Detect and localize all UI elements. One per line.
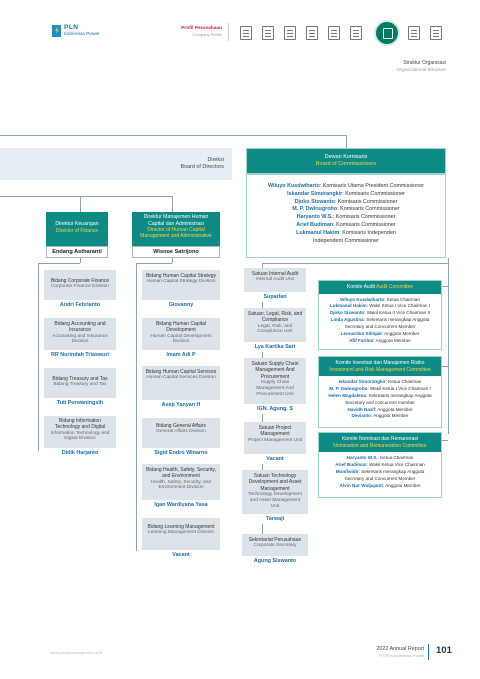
profile-icon[interactable] — [374, 20, 400, 46]
division-head-name: Sigid Endro Winarno — [142, 448, 220, 458]
committee-member-row: Alvin Nur Widjajanti: Anggota Member — [339, 482, 421, 488]
committee-member-row: Afif Farihin: Anggota Member — [349, 337, 411, 343]
people-icon[interactable] — [328, 26, 340, 40]
division-ind: Bidang General Affairs — [156, 423, 206, 429]
committee-member-row: Havidh Nazif: Anggota Member — [347, 406, 413, 412]
investment-risk-committee — [318, 356, 442, 428]
division-ind: Bidang Human Capital Strategy — [145, 273, 217, 279]
units-spine-top — [262, 263, 448, 264]
committee-member-row: Iskandar Simorangkir: Ketua Chairman — [338, 379, 422, 384]
unit-head-name: Lya Kartika Sari — [244, 342, 306, 352]
commissioner-row: Djoko Siswanto: Komisaris Commissioner — [294, 198, 398, 205]
division-en: Health, Safety, Security, and Environment Division — [150, 479, 212, 491]
committee-member-row: Secretary and concurrent member — [345, 399, 415, 405]
unit-internal-audit — [244, 268, 306, 302]
division-ind: Bidang Accounting and Insurance — [54, 321, 106, 334]
cmt2-link — [442, 366, 448, 367]
commissioner-row: Iskandar Simorangkir: Komisaris Commissioner — [287, 190, 405, 197]
commissioner-row: Independent Commissioner — [313, 237, 379, 244]
committee-header: Komite Nominasi dan Remunerasi Nomination and Remuneration Committee — [319, 433, 441, 452]
commissioner-row: Lukmanul Hakim: Komisaris Independen — [296, 229, 396, 236]
unit-head-name: Vacant — [244, 454, 306, 464]
lightning-logo-icon — [52, 25, 61, 37]
logo-brand: PLN — [64, 24, 79, 31]
unit-en: Project Management Unit — [247, 437, 303, 443]
report-icon[interactable] — [240, 26, 252, 40]
director-hc-ind: Direktur Manajemen Human Capital dan Administrasi — [143, 214, 209, 227]
report-title: 2022 Annual Report — [376, 646, 424, 652]
division-ind: Bidang Information Technology and Digital — [54, 418, 106, 431]
unit-ind: Sekretariat Perusahaan — [248, 537, 302, 543]
director-hc-en: Director of Human Capital Management and Administrative — [140, 227, 212, 240]
board-of-directors-band — [0, 148, 232, 180]
division-head-name: Tuti Purwaningsih — [44, 398, 116, 408]
division-en: Learning Management Division — [147, 530, 215, 536]
division-en: General Affairs Division — [156, 429, 206, 435]
document-icon[interactable] — [430, 26, 442, 40]
committee-header: Komite Investasi dan Manajemen Risiko Investment and Risk Management Committee — [319, 357, 441, 376]
website-url[interactable]: www.plnindonesiapower.co.id — [50, 650, 103, 655]
unit-en: Internal Audit Unit — [256, 277, 294, 283]
unit-ind: Satuan Internal Audit — [251, 271, 299, 277]
board-of-directors-label — [181, 157, 224, 171]
footer-divider — [428, 644, 429, 660]
commissioner-row: Wiluyo Kusdwiharto: Komisaris Utama President Commissioner — [267, 183, 424, 189]
division-en: Human Capital Development Division — [150, 333, 212, 345]
committee-member-row: Arief Budiman: Wakil Ketua Vice Chairman — [335, 461, 425, 467]
unit-en: Supply Chain Management And Procurement Unit — [256, 379, 294, 397]
division-head-name: Asep Yanyan H — [142, 400, 220, 410]
section-title: Profil Perusahaan — [181, 26, 222, 31]
division-ind: Bidang Human Capital Development — [155, 321, 207, 334]
unit-en: Technology Development and Asset Management Unit — [248, 491, 302, 509]
company-logo — [52, 24, 108, 40]
division-ind: Bidang Treasury and Tax — [52, 376, 108, 382]
division-head-name: Vacant — [142, 550, 220, 560]
division-en: Human Capital Strategy Division — [146, 279, 216, 285]
unit-legal-risk — [244, 308, 306, 352]
page-subtitle: Organizational Structure — [396, 67, 446, 72]
commissioner-row: Haryanto W.S.: Komisaris Commissioner — [296, 214, 396, 221]
unit-en: Legal, Risk, and Compliance Unit — [257, 323, 293, 335]
director-finance-box — [46, 212, 108, 246]
division-head-name: Andri Febrianto — [44, 300, 116, 310]
commissioners-title-ind: Dewan Komisaris — [324, 154, 368, 160]
division-ind: Bidang Corporate Finance — [50, 278, 110, 284]
division-general-affairs — [142, 418, 220, 458]
hc-down-connector — [172, 258, 173, 263]
unit-ind: Satuan Supply Chain Management And Procurement — [251, 361, 299, 380]
unit-technology-development — [242, 470, 308, 524]
commissioner-connector — [346, 135, 347, 148]
committee-member-row: Linda Agustina: Sekretaris merangkap Anggota — [330, 317, 430, 323]
board-of-directors-ind: Direksi — [207, 157, 224, 163]
division-hsse — [142, 464, 220, 510]
division-ind: Bidang Human Capital Services — [145, 369, 217, 375]
committee-member-row: Devianto: Anggota Member — [351, 413, 409, 419]
section-subtitle: Company Profile — [192, 32, 222, 37]
division-hc-strategy — [142, 270, 220, 310]
committee-member-row: Haryanto W.S.: Ketua Chairman — [346, 455, 414, 460]
report-label — [376, 646, 424, 658]
audit-committee — [318, 280, 442, 350]
division-hc-development — [142, 318, 220, 360]
committee-member-row: Helen Magdalena: Sekretaris merangkap Anggota — [328, 392, 432, 398]
division-en: Bidang Treasury and Tax — [53, 382, 107, 388]
hc-spine-top — [136, 263, 172, 264]
cmt3-link — [442, 440, 448, 441]
handshake-icon[interactable] — [408, 26, 420, 40]
unit-head-name: Tarwaji — [242, 514, 308, 524]
page-number: 101 — [436, 645, 452, 656]
directors-connector — [0, 196, 172, 197]
unit-ind: Satuan, Legal, Risk, and Compliance — [247, 311, 303, 324]
building-icon[interactable] — [284, 26, 296, 40]
finance-spine — [38, 263, 39, 451]
committee-header: Komite Audit Audit Committee — [319, 281, 441, 294]
section-heading — [181, 26, 222, 37]
division-en: Human Capital Services Division — [146, 375, 216, 381]
director-finance-ind: Direktur Keuangan — [55, 221, 99, 227]
header-divider — [228, 23, 229, 41]
commissioner-row: Arief Budiman: Komisaris Commissioner — [296, 222, 396, 229]
board-of-commissioners-list — [246, 174, 446, 258]
unit-en: Corporate Secretary — [253, 543, 297, 549]
page-title-block — [396, 60, 446, 72]
shield-icon[interactable] — [350, 26, 362, 40]
committee-member-row: Munifwidir: Sekretaris merangkap Anggota — [335, 468, 425, 474]
division-hc-services — [142, 366, 220, 410]
unit-ind: Satuan Technology Development and Asset Management — [248, 473, 302, 492]
board-of-commissioners-header — [246, 148, 446, 174]
nomination-remuneration-committee — [318, 432, 442, 498]
committee-member-row: Leonardus Sitinjak: Anggota Member — [340, 330, 420, 336]
cmt1-link — [442, 286, 448, 287]
committee-member-row: Secretary and Concurrent Member — [344, 324, 416, 330]
commissioners-title-en: Board of Commissioners — [315, 161, 377, 167]
division-head-name: RR Nurindah Triaswuri — [44, 350, 116, 360]
division-head-name: Imam Adi P — [142, 350, 220, 360]
division-head-name: Giovanny — [142, 300, 220, 310]
committee-member-row: Lukmanul Hakim: Wakil Ketua I Vice Chairman I — [329, 303, 431, 309]
top-connector — [0, 135, 346, 136]
logo-subtitle: Indonesia Power — [64, 32, 100, 37]
committee-member-row: Djoko Siswanto: Wakil Ketua II Vice Chairman II — [329, 310, 431, 316]
hc-connector — [172, 196, 173, 212]
division-it-digital — [44, 416, 116, 458]
division-ind: Bidang Learning Management — [147, 524, 215, 530]
chart-icon[interactable] — [262, 26, 274, 40]
director-finance-en: Director of Finance — [55, 227, 99, 234]
commissioner-row: M. P. Dwinugroho: Komisaris Commissioner — [292, 206, 400, 213]
committee-spine — [448, 258, 449, 434]
finance-spine-top — [38, 263, 80, 264]
unit-ind: Satuan Project Management — [258, 425, 292, 438]
unit-head-name: Suparlan — [244, 292, 306, 302]
division-en: Corporate Finance Division — [51, 284, 109, 290]
finance-down-connector — [80, 258, 81, 263]
division-corporate-finance — [44, 270, 116, 310]
committee-member-row: Secretary and Concurrent Member — [344, 475, 416, 481]
page-title: Struktur Organisasi — [403, 60, 446, 66]
division-accounting — [44, 318, 116, 360]
unit-corporate-secretary — [242, 534, 308, 566]
director-finance-name: Endang Astharanti — [46, 246, 108, 258]
director-hc-box — [132, 212, 220, 246]
division-en: Accounting and Insurance Division — [52, 333, 108, 345]
division-head-name: Didik Harjanto — [44, 448, 116, 458]
division-ind: Bidang Health, Safety, Security, and Environment — [146, 467, 216, 480]
leaf-icon[interactable] — [306, 26, 318, 40]
division-head-name: Igan Wardiyana Yasa — [142, 500, 220, 510]
report-subtitle: PT PLN Indonesia Power — [379, 653, 424, 658]
division-treasury — [44, 368, 116, 408]
committee-member-row: M. P. Dwinugroho: Wakil Ketua I Vice Chairman I — [329, 385, 431, 391]
committee-member-row: Wiluyo Kusdwiharto: Ketua Chairman — [340, 296, 420, 302]
unit-head-name: Agung Siswanto — [242, 556, 308, 566]
director-hc-name: Wisnoe Satrijono — [132, 246, 220, 258]
unit-project-management — [244, 422, 306, 464]
finance-connector — [80, 196, 81, 212]
hc-spine — [136, 263, 137, 551]
unit-supply-chain — [244, 358, 306, 414]
division-en: Information Technology and Digital Division — [50, 430, 110, 442]
division-learning-management — [142, 518, 220, 560]
board-of-directors-en: Board of Directors — [180, 164, 224, 171]
unit-head-name: IGN. Agung. S — [244, 404, 306, 414]
